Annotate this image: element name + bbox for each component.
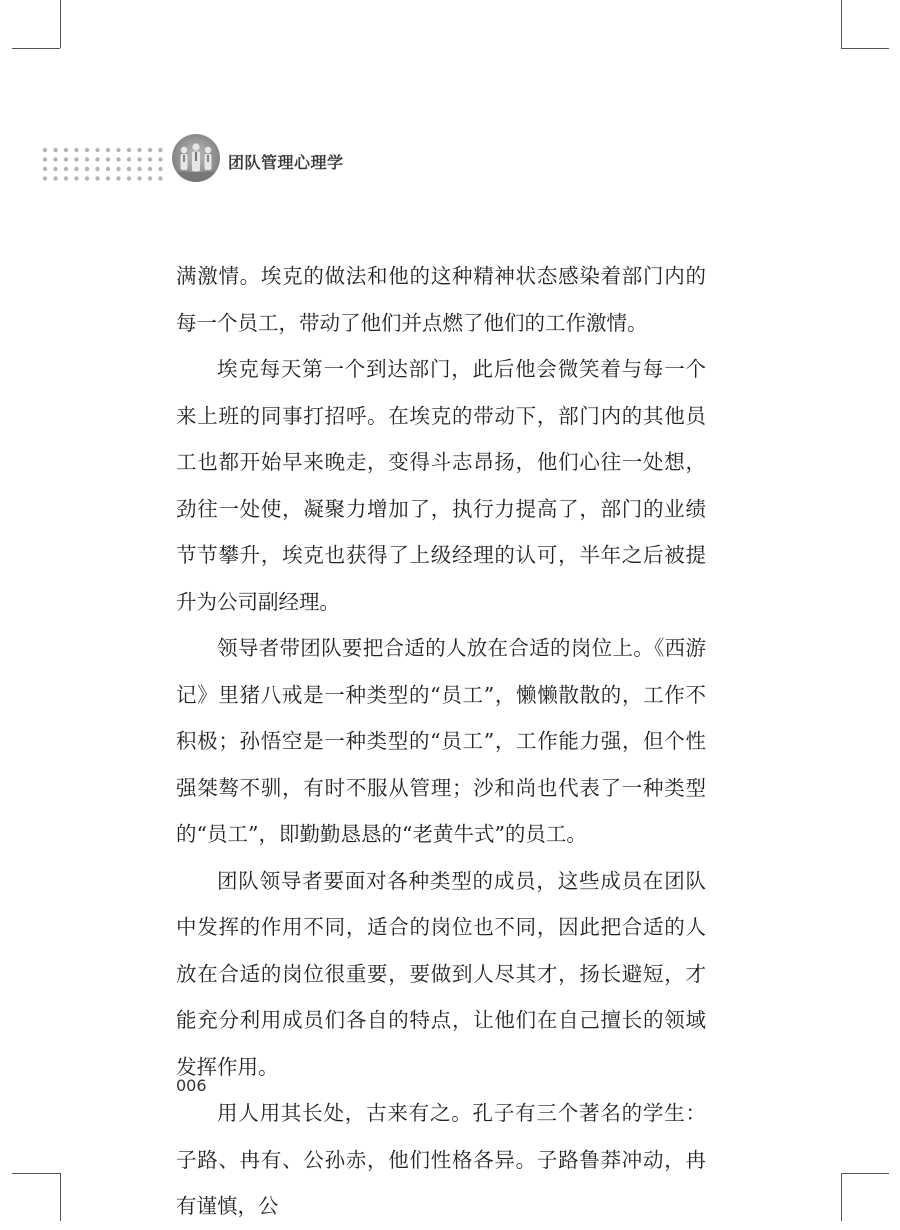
crop-mark-top-left-vertical bbox=[60, 0, 61, 48]
team-people-icon bbox=[172, 134, 220, 182]
running-title: 团队管理心理学 bbox=[228, 153, 344, 172]
crop-mark-bottom-right-vertical bbox=[841, 1173, 842, 1221]
paragraph: 领导者带团队要把合适的人放在合适的岗位上。《西游记》里猪八戒是一种类型的“员工”，懒懒散散的，工作不积极；孙悟空是一种类型的“员工”，工作能力强，但个性强桀骜不驯，有时不服从管理；沙和尚也代表了一种类型的“员工”，即勤勤恳恳的“老黄牛式”的员工。 bbox=[176, 636, 706, 846]
dot-pattern-decoration bbox=[42, 147, 167, 181]
crop-mark-top-right-horizontal bbox=[841, 48, 889, 49]
crop-mark-bottom-left-horizontal bbox=[12, 1173, 60, 1174]
crop-mark-top-left-horizontal bbox=[12, 48, 60, 49]
paragraph: 埃克每天第一个到达部门，此后他会微笑着与每一个来上班的同事打招呼。在埃克的带动下，部门内的其他员工也都开始早来晚走，变得斗志昂扬，他们心往一处想，劲往一处使，凝聚力增加了，执行力提高了，部门的业绩节节攀升，埃克也获得了上级经理的认可，半年之后被提升为公司副经理。 bbox=[176, 357, 706, 614]
body-text bbox=[176, 253, 706, 1230]
page-number: 006 bbox=[176, 1076, 207, 1095]
paragraph: 团队领导者要面对各种类型的成员，这些成员在团队中发挥的作用不同，适合的岗位也不同，因此把合适的人放在合适的岗位很重要，要做到人尽其才，扬长避短，才能充分利用成员们各自的特点，让他们在自己擅长的领域发挥作用。 bbox=[176, 868, 706, 1079]
crop-mark-bottom-left-vertical bbox=[60, 1173, 61, 1221]
running-header bbox=[0, 130, 900, 200]
paragraph: 满激情。埃克的做法和他的这种精神状态感染着部门内的每一个员工，带动了他们并点燃了他们的工作激情。 bbox=[176, 264, 706, 335]
crop-mark-top-right-vertical bbox=[841, 0, 842, 48]
crop-mark-bottom-right-horizontal bbox=[841, 1173, 889, 1174]
paragraph: 用人用其长处，古来有之。孔子有三个著名的学生：子路、冉有、公孙赤，他们性格各异。子路鲁莽冲动，冉有谨慎，公 bbox=[176, 1101, 706, 1218]
